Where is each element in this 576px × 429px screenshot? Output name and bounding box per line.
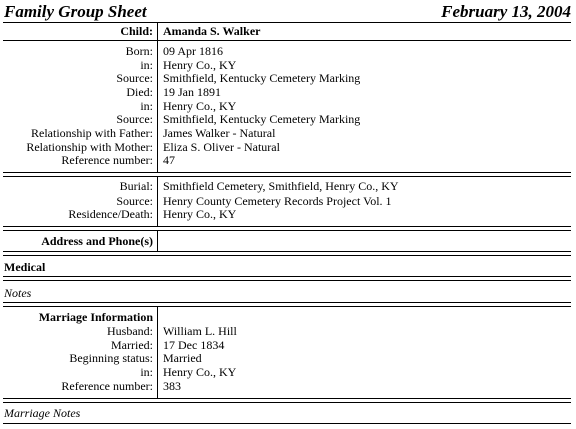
notes-heading: Notes bbox=[4, 286, 32, 300]
sheet-date: February 13, 2004 bbox=[441, 2, 571, 21]
marriage-label: Beginning status: bbox=[69, 351, 153, 365]
burial-label: Burial: bbox=[119, 179, 153, 193]
marriage-value: 17 Dec 1834 bbox=[163, 338, 225, 352]
event-label: Source: bbox=[116, 112, 153, 126]
burial-label: Source: bbox=[116, 194, 153, 208]
child-name: Amanda S. Walker bbox=[163, 24, 261, 38]
marriage-value: 383 bbox=[163, 379, 181, 393]
column-divider bbox=[157, 306, 158, 399]
marriage-value: William L. Hill bbox=[163, 324, 237, 338]
divider bbox=[3, 22, 571, 23]
divider bbox=[3, 251, 571, 252]
event-value: Henry Co., KY bbox=[163, 99, 237, 113]
divider bbox=[3, 172, 571, 173]
marriage-value: Henry Co., KY bbox=[163, 365, 237, 379]
column-divider bbox=[157, 176, 158, 227]
divider bbox=[3, 230, 571, 231]
event-value: Smithfield, Kentucky Cemetery Marking bbox=[163, 112, 361, 126]
burial-value: Smithfield Cemetery, Smithfield, Henry Co., KY bbox=[163, 179, 399, 193]
divider bbox=[3, 306, 571, 307]
marriage-label: Reference number: bbox=[61, 379, 153, 393]
event-label: Relationship with Mother: bbox=[26, 140, 153, 154]
divider bbox=[3, 302, 571, 303]
divider bbox=[3, 276, 571, 277]
event-value: Eliza S. Oliver - Natural bbox=[163, 140, 280, 154]
event-value: Smithfield, Kentucky Cemetery Marking bbox=[163, 71, 361, 85]
divider bbox=[3, 226, 571, 227]
sheet-title: Family Group Sheet bbox=[4, 2, 147, 21]
divider bbox=[3, 176, 571, 177]
burial-value: Henry Co., KY bbox=[163, 207, 237, 221]
column-divider bbox=[157, 22, 158, 173]
marriage-value: Married bbox=[163, 351, 202, 365]
divider bbox=[3, 402, 571, 403]
marriage-heading: Marriage Information bbox=[38, 310, 153, 324]
column-divider bbox=[157, 230, 158, 252]
burial-label: Residence/Death: bbox=[68, 207, 153, 221]
divider bbox=[3, 255, 571, 256]
event-label: in: bbox=[140, 58, 153, 72]
marriage-label: Husband: bbox=[107, 324, 153, 338]
divider bbox=[3, 280, 571, 281]
event-label: in: bbox=[140, 99, 153, 113]
burial-value: Henry County Cemetery Records Project Vol. 1 bbox=[163, 194, 392, 208]
divider bbox=[3, 423, 571, 424]
event-value: James Walker - Natural bbox=[163, 126, 276, 140]
event-label: Born: bbox=[125, 44, 153, 58]
marriage-notes-heading: Marriage Notes bbox=[4, 406, 81, 420]
divider bbox=[3, 40, 571, 41]
event-value: 47 bbox=[163, 153, 175, 167]
event-label: Relationship with Father: bbox=[31, 126, 153, 140]
event-label: Died: bbox=[126, 85, 153, 99]
address-label: Address and Phone(s) bbox=[41, 234, 153, 248]
event-label: Reference number: bbox=[61, 153, 153, 167]
event-label: Source: bbox=[116, 71, 153, 85]
medical-heading: Medical bbox=[4, 260, 46, 274]
marriage-label: in: bbox=[140, 365, 153, 379]
child-label: Child: bbox=[120, 24, 153, 38]
marriage-label: Married: bbox=[111, 338, 153, 352]
event-value: 09 Apr 1816 bbox=[163, 44, 223, 58]
divider bbox=[3, 398, 571, 399]
event-value: Henry Co., KY bbox=[163, 58, 237, 72]
event-value: 19 Jan 1891 bbox=[163, 85, 221, 99]
